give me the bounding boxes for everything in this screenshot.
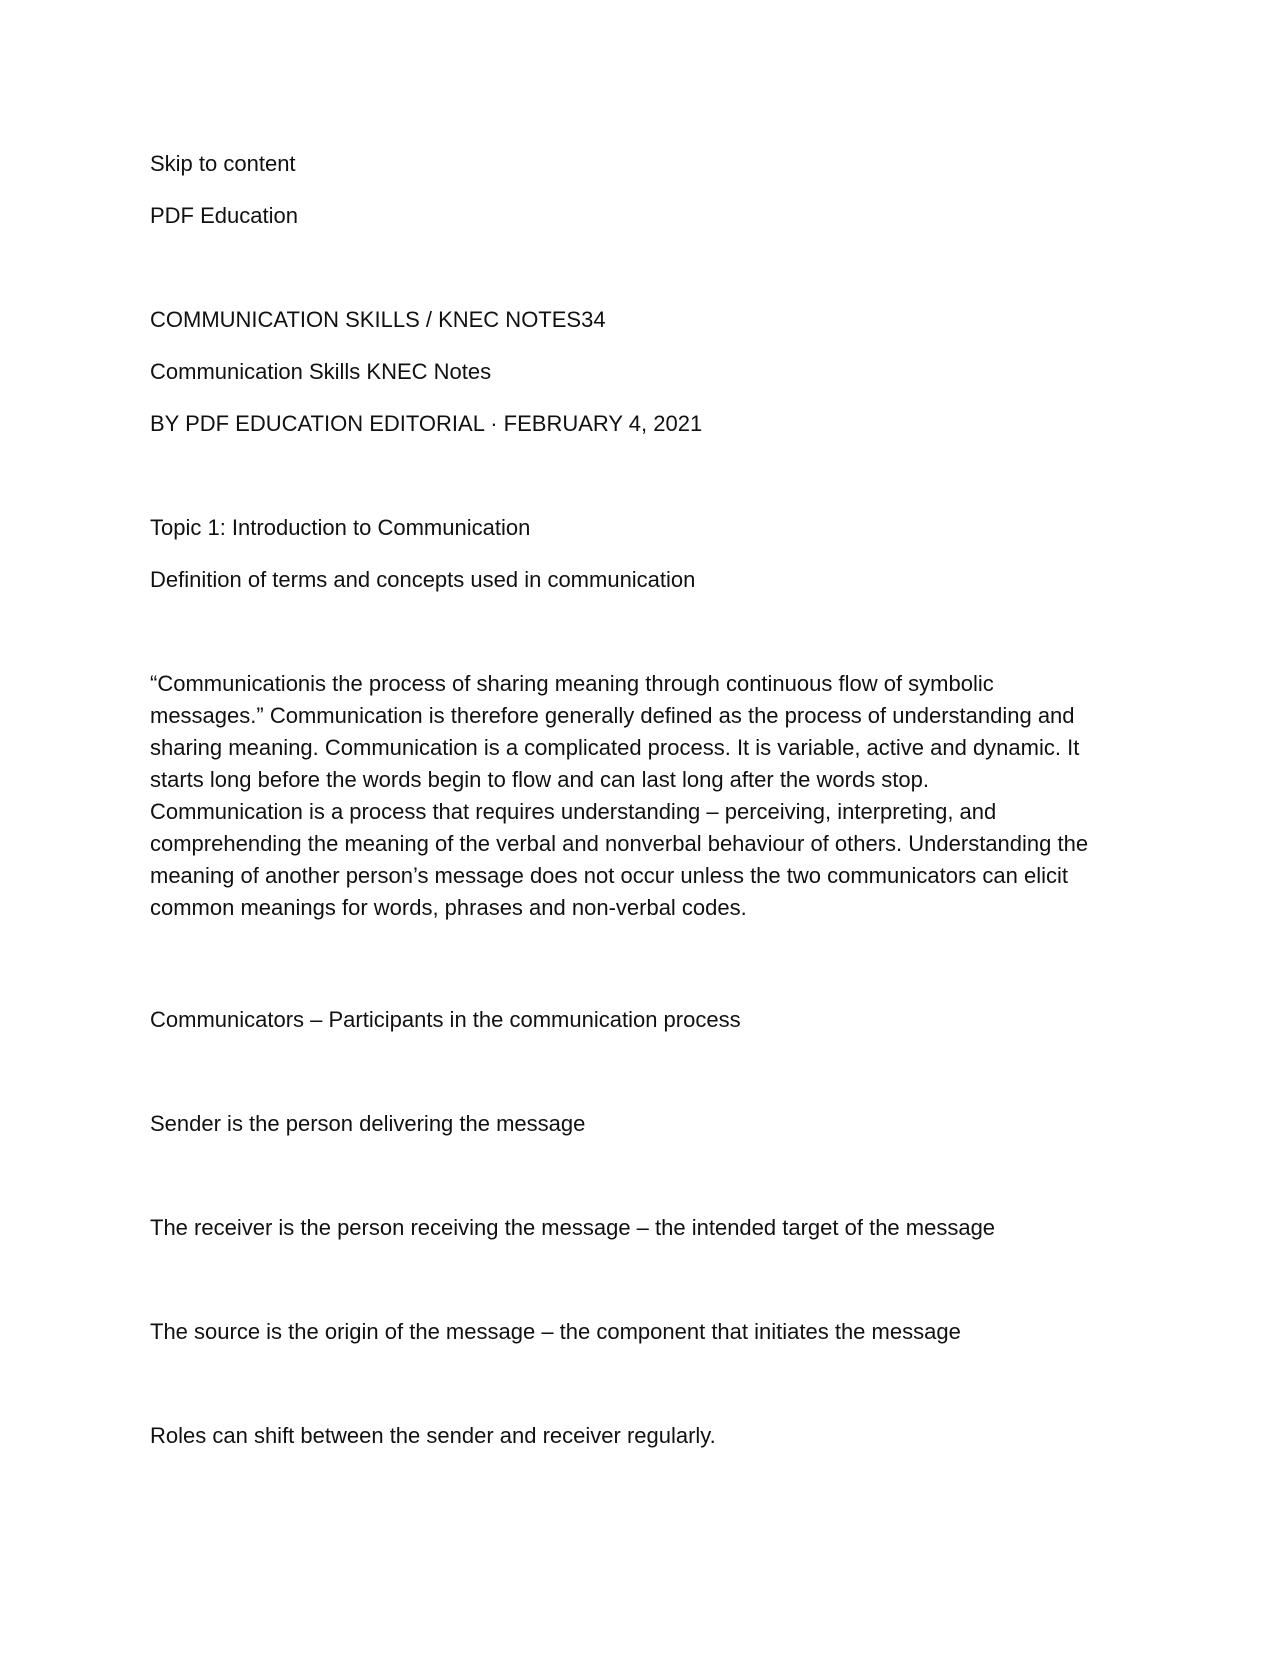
- definition-paragraph: [150, 668, 1130, 924]
- topic-heading: Topic 1: Introduction to Communication: [150, 515, 531, 540]
- communicators-definition: Communicators – Participants in the communication process: [150, 1007, 741, 1032]
- definitions-subheading: Definition of terms and concepts used in communication: [150, 567, 696, 592]
- paragraph-line: sharing meaning. Communication is a complicated process. It is variable, active and dynamic. It: [150, 735, 1080, 760]
- site-title[interactable]: PDF Education: [150, 203, 298, 228]
- page-title: Communication Skills KNEC Notes: [150, 359, 492, 384]
- paragraph-line: comprehending the meaning of the verbal and nonverbal behaviour of others. Understanding the: [150, 831, 1089, 856]
- paragraph-line: “Communicationis the process of sharing meaning through continuous flow of symbolic: [150, 671, 994, 696]
- paragraph-line: Communication is a process that requires understanding – perceiving, interpreting, and: [150, 799, 997, 824]
- paragraph-line: common meanings for words, phrases and non-verbal codes.: [150, 895, 747, 920]
- paragraph-line: starts long before the words begin to flow and can last long after the words stop.: [150, 767, 930, 792]
- receiver-definition: The receiver is the person receiving the message – the intended target of the message: [150, 1215, 996, 1240]
- article-byline: BY PDF EDUCATION EDITORIAL · FEBRUARY 4, 2021: [150, 411, 703, 436]
- roles-statement: Roles can shift between the sender and receiver regularly.: [150, 1423, 716, 1448]
- sender-definition: Sender is the person delivering the message: [150, 1111, 586, 1136]
- paragraph-line: messages.” Communication is therefore generally defined as the process of understanding and: [150, 703, 1075, 728]
- source-definition: The source is the origin of the message – the component that initiates the message: [150, 1319, 961, 1344]
- skip-to-content-link[interactable]: Skip to content: [150, 151, 296, 176]
- paragraph-line: meaning of another person’s message does not occur unless the two communicators can elicit: [150, 863, 1068, 888]
- breadcrumb[interactable]: COMMUNICATION SKILLS / KNEC NOTES34: [150, 307, 606, 332]
